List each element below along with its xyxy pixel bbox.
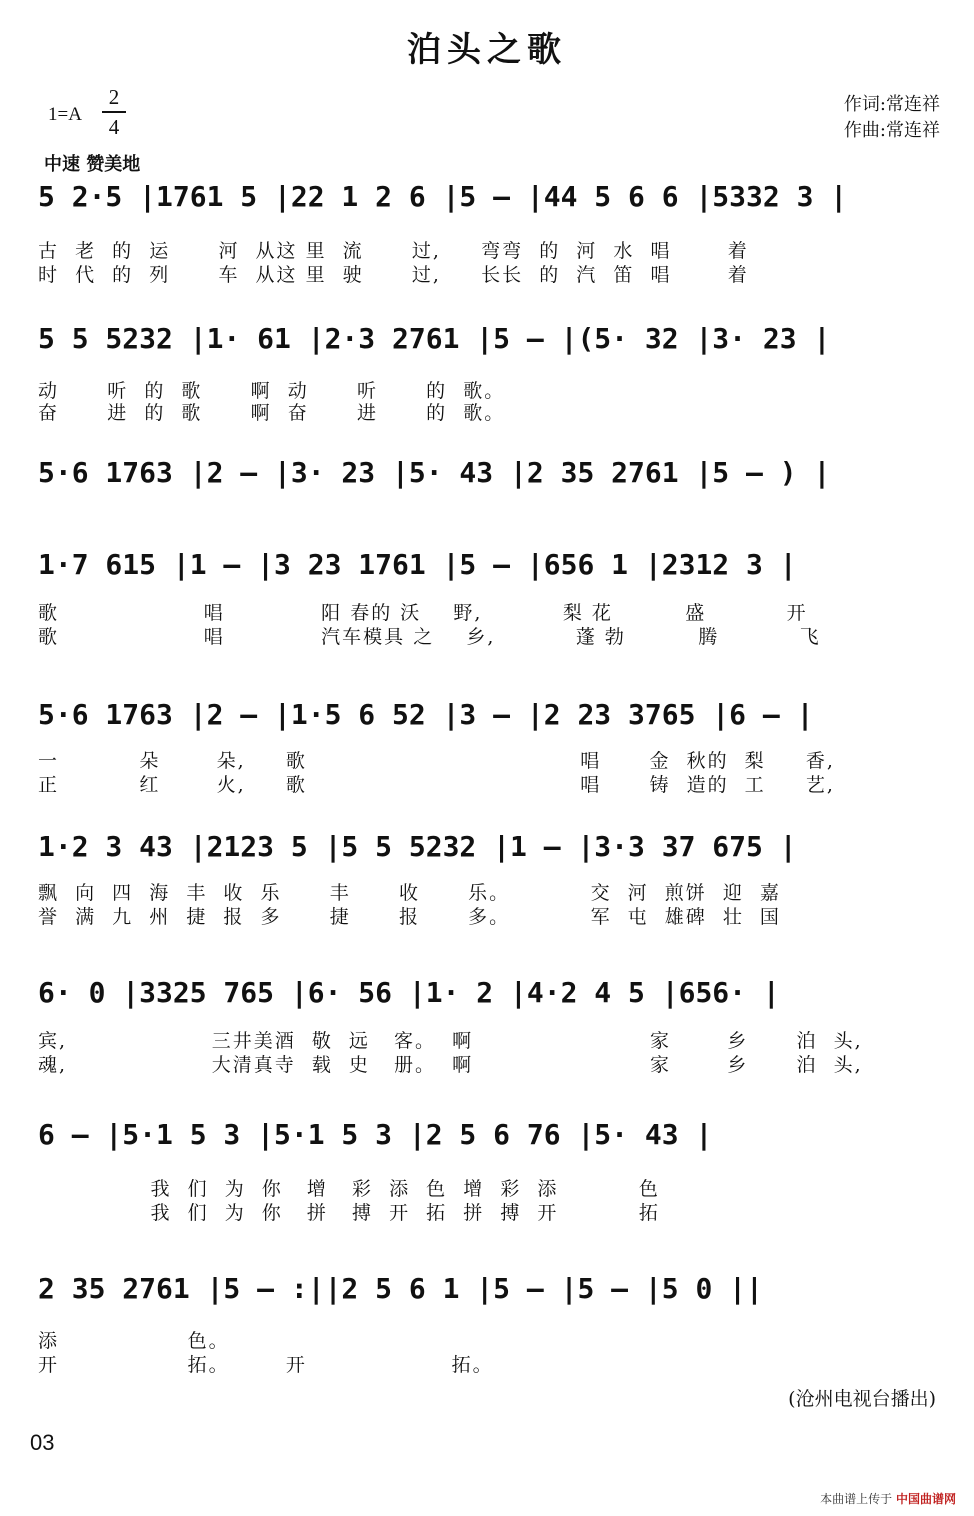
lyrics-verse-2: 开 拓。 开 拓。 <box>38 1354 494 1376</box>
notation-line: 5 5 5232 |1· 61 |2·3 2761 |5 – |(5· 32 |3· 23 | <box>38 322 831 355</box>
upload-note: 本曲谱上传于 <box>820 1492 893 1506</box>
lyrics-verse-1: 我 们 为 你 增 彩 添 色 增 彩 添 色 <box>38 1178 660 1200</box>
page-number: 03 <box>30 1430 55 1455</box>
meter-bottom: 4 <box>108 115 120 139</box>
key-signature: 1=A <box>48 104 82 125</box>
notation-line: 6 – |5·1 5 3 |5·1 5 3 |2 5 6 76 |5· 43 | <box>38 1118 713 1151</box>
lyrics-verse-2: 正 红 火, 歌 唱 铸 造的 工 艺, <box>38 774 835 796</box>
lyrics-verse-2: 奋 进 的 歌 啊 奋 进 的 歌。 <box>38 402 506 424</box>
lyrics-verse-1: 动 听 的 歌 啊 动 听 的 歌。 <box>38 380 506 402</box>
lyrics-verse-1: 飘 向 四 海 丰 收 乐 丰 收 乐。 交 河 煎饼 迎 嘉 <box>38 882 781 904</box>
lyrics-verse-2: 时 代 的 列 车 从这 里 驶 过, 长长 的 汽 笛 唱 着 <box>38 264 749 286</box>
score-system-8 <box>0 1118 974 1268</box>
notation-line: 1·7 615 |1 – |3 23 1761 |5 – |656 1 |2312 3 | <box>38 548 797 581</box>
score-system-4 <box>0 548 974 698</box>
notation-line: 5·6 1763 |2 – |3· 23 |5· 43 |2 35 2761 |5 – ) | <box>38 456 831 489</box>
lyrics-verse-1: 歌 唱 阳 春的 沃 野, 梨 花 盛 开 <box>38 602 808 624</box>
lyrics-verse-1: 宾, 三井美酒 敬 远 客。 啊 家 乡 泊 头, <box>38 1030 863 1052</box>
site-logo[interactable]: 中国曲谱网 <box>895 1492 956 1506</box>
lyricist-credit: 作词:常连祥 <box>843 94 940 115</box>
lyrics-verse-2: 歌 唱 汽车模具 之 乡, 蓬 勃 腾 飞 <box>38 626 821 648</box>
broadcast-source: (沧州电视台播出) <box>788 1388 936 1410</box>
notation-line: 5·6 1763 |2 – |1·5 6 52 |3 – |2 23 3765 |6 – | <box>38 698 814 731</box>
lyrics-verse-2: 魂, 大清真寺 载 史 册。 啊 家 乡 泊 头, <box>38 1054 863 1076</box>
lyrics-verse-2: 我 们 为 你 拼 搏 开 拓 拼 搏 开 拓 <box>38 1202 660 1224</box>
song-title: 泊头之歌 <box>407 30 567 70</box>
time-signature <box>102 84 126 140</box>
notation-line: 6· 0 |3325 765 |6· 56 |1· 2 |4·2 4 5 |656· | <box>38 976 780 1009</box>
tempo-marking: 中速 赞美地 <box>44 154 141 175</box>
score-system-7 <box>0 976 974 1126</box>
upload-footer <box>820 1490 956 1507</box>
score-system-1 <box>0 180 974 330</box>
lyrics-verse-1: 古 老 的 运 河 从这 里 流 过, 弯弯 的 河 水 唱 着 <box>38 240 749 262</box>
lyrics-verse-1: 一 朵 朵, 歌 唱 金 秋的 梨 香, <box>38 750 835 772</box>
meter-top: 2 <box>108 85 120 109</box>
lyrics-verse-1: 添 色。 <box>38 1330 230 1352</box>
composer-credit: 作曲:常连祥 <box>843 120 940 141</box>
score-system-5 <box>0 698 974 848</box>
notation-line: 2 35 2761 |5 – :||2 5 6 1 |5 – |5 – |5 0 || <box>38 1272 763 1305</box>
notation-line: 5 2·5 |1761 5 |22 1 2 6 |5 – |44 5 6 6 |5332 3 | <box>38 180 848 213</box>
score-system-2 <box>0 322 974 472</box>
lyrics-verse-2: 誉 满 九 州 捷 报 多 捷 报 多。 军 屯 雄碑 壮 国 <box>38 906 781 928</box>
meter-divider <box>102 111 126 113</box>
notation-line: 1·2 3 43 |2123 5 |5 5 5232 |1 – |3·3 37 675 | <box>38 830 797 863</box>
score-system-6 <box>0 830 974 980</box>
